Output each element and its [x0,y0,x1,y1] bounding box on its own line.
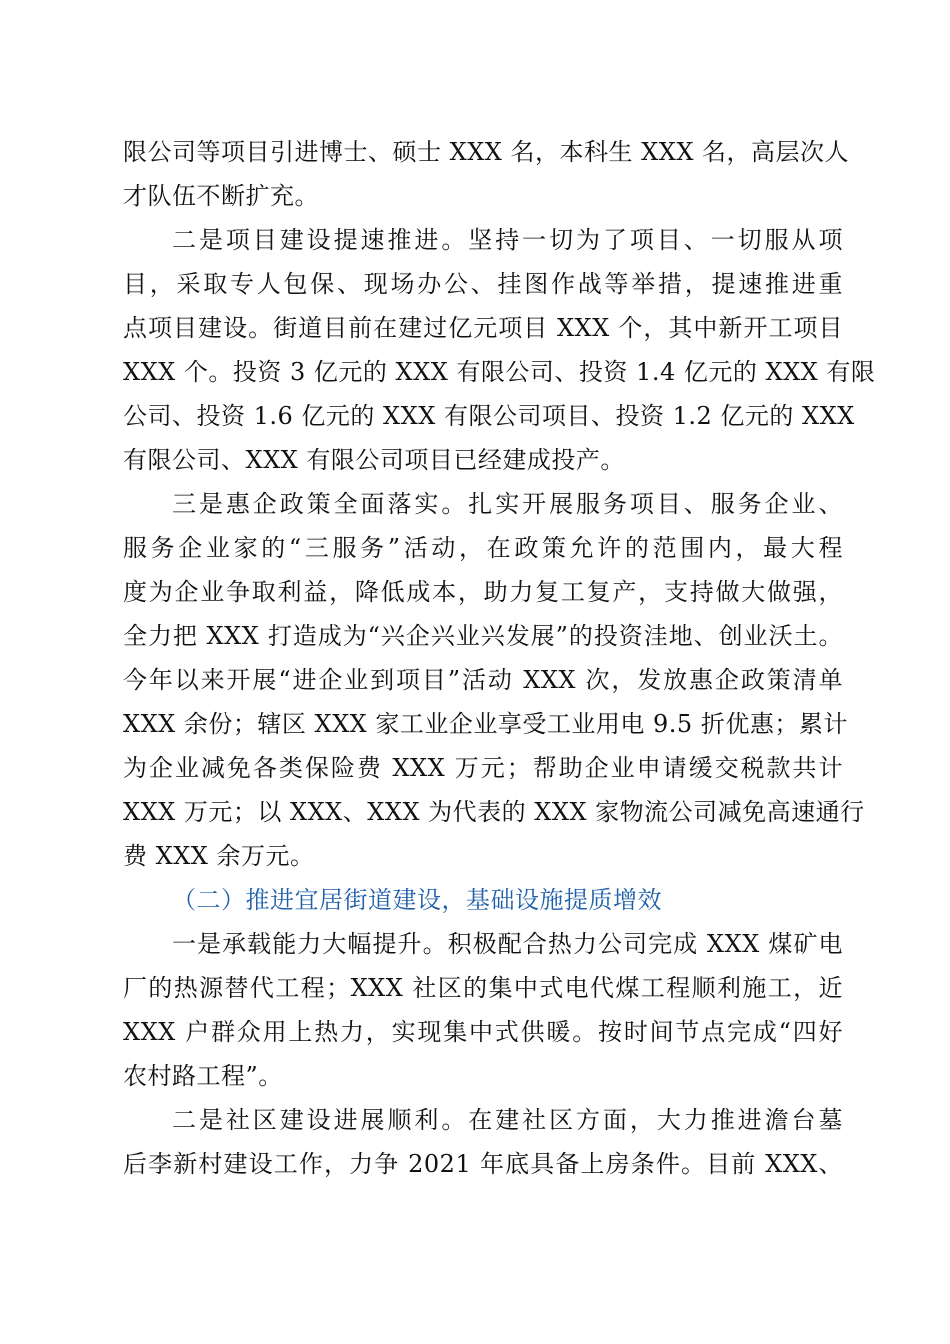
section-heading: （二）推进宜居街道建设，基础设施提质增效 [172,886,662,914]
paragraph-line: 今年以来开展“进企业到项目”活动 XXX 次，发放惠企政策清单 [123,666,843,694]
paragraph-line: 点项目建设。街道目前在建过亿元项目 XXX 个，其中新开工项目 [123,314,843,342]
paragraph-line: 度为企业争取利益，降低成本，助力复工复产，支持做大做强， [123,578,843,606]
paragraph-line: 目，采取专人包保、现场办公、挂图作战等举措，提速推进重 [123,270,843,298]
paragraph-line: 农村路工程”。 [123,1062,283,1090]
paragraph-line: XXX 户群众用上热力，实现集中式供暖。按时间节点完成“四好 [123,1018,843,1046]
paragraph-line: 才队伍不断扩充。 [123,182,319,210]
paragraph-line: XXX 余份；辖区 XXX 家工业企业享受工业用电 9.5 折优惠；累计 [123,710,848,738]
paragraph-line: 后李新村建设工作，力争 2021 年底具备上房条件。目前 XXX、 [123,1150,843,1178]
paragraph-line: 二是社区建设进展顺利。在建社区方面，大力推进澹台墓 [172,1106,843,1134]
paragraph-line: 为企业减免各类保险费 XXX 万元；帮助企业申请缓交税款共计 [123,754,843,782]
paragraph-line: 有限公司、XXX 有限公司项目已经建成投产。 [123,446,625,474]
paragraph-line: XXX 个。投资 3 亿元的 XXX 有限公司、投资 1.4 亿元的 XXX 有限 [123,358,876,386]
paragraph-line: 三是惠企政策全面落实。扎实开展服务项目、服务企业、 [172,490,843,518]
paragraph-line: 费 XXX 余万元。 [123,842,315,870]
paragraph-line: 公司、投资 1.6 亿元的 XXX 有限公司项目、投资 1.2 亿元的 XXX [123,402,855,430]
paragraph-line: XXX 万元；以 XXX、XXX 为代表的 XXX 家物流公司减免高速通行 [123,798,865,826]
paragraph-line: 二是项目建设提速推进。坚持一切为了项目、一切服从项 [172,226,843,254]
paragraph-line: 一是承载能力大幅提升。积极配合热力公司完成 XXX 煤矿电 [172,930,843,958]
paragraph-line: 全力把 XXX 打造成为“兴企兴业兴发展”的投资洼地、创业沃土。 [123,622,843,650]
paragraph-line: 限公司等项目引进博士、硕士 XXX 名，本科生 XXX 名，高层次人 [123,138,850,166]
paragraph-line: 服务企业家的“三服务”活动，在政策允许的范围内，最大程 [123,534,843,562]
paragraph-line: 厂的热源替代工程；XXX 社区的集中式电代煤工程顺利施工，近 [123,974,843,1002]
